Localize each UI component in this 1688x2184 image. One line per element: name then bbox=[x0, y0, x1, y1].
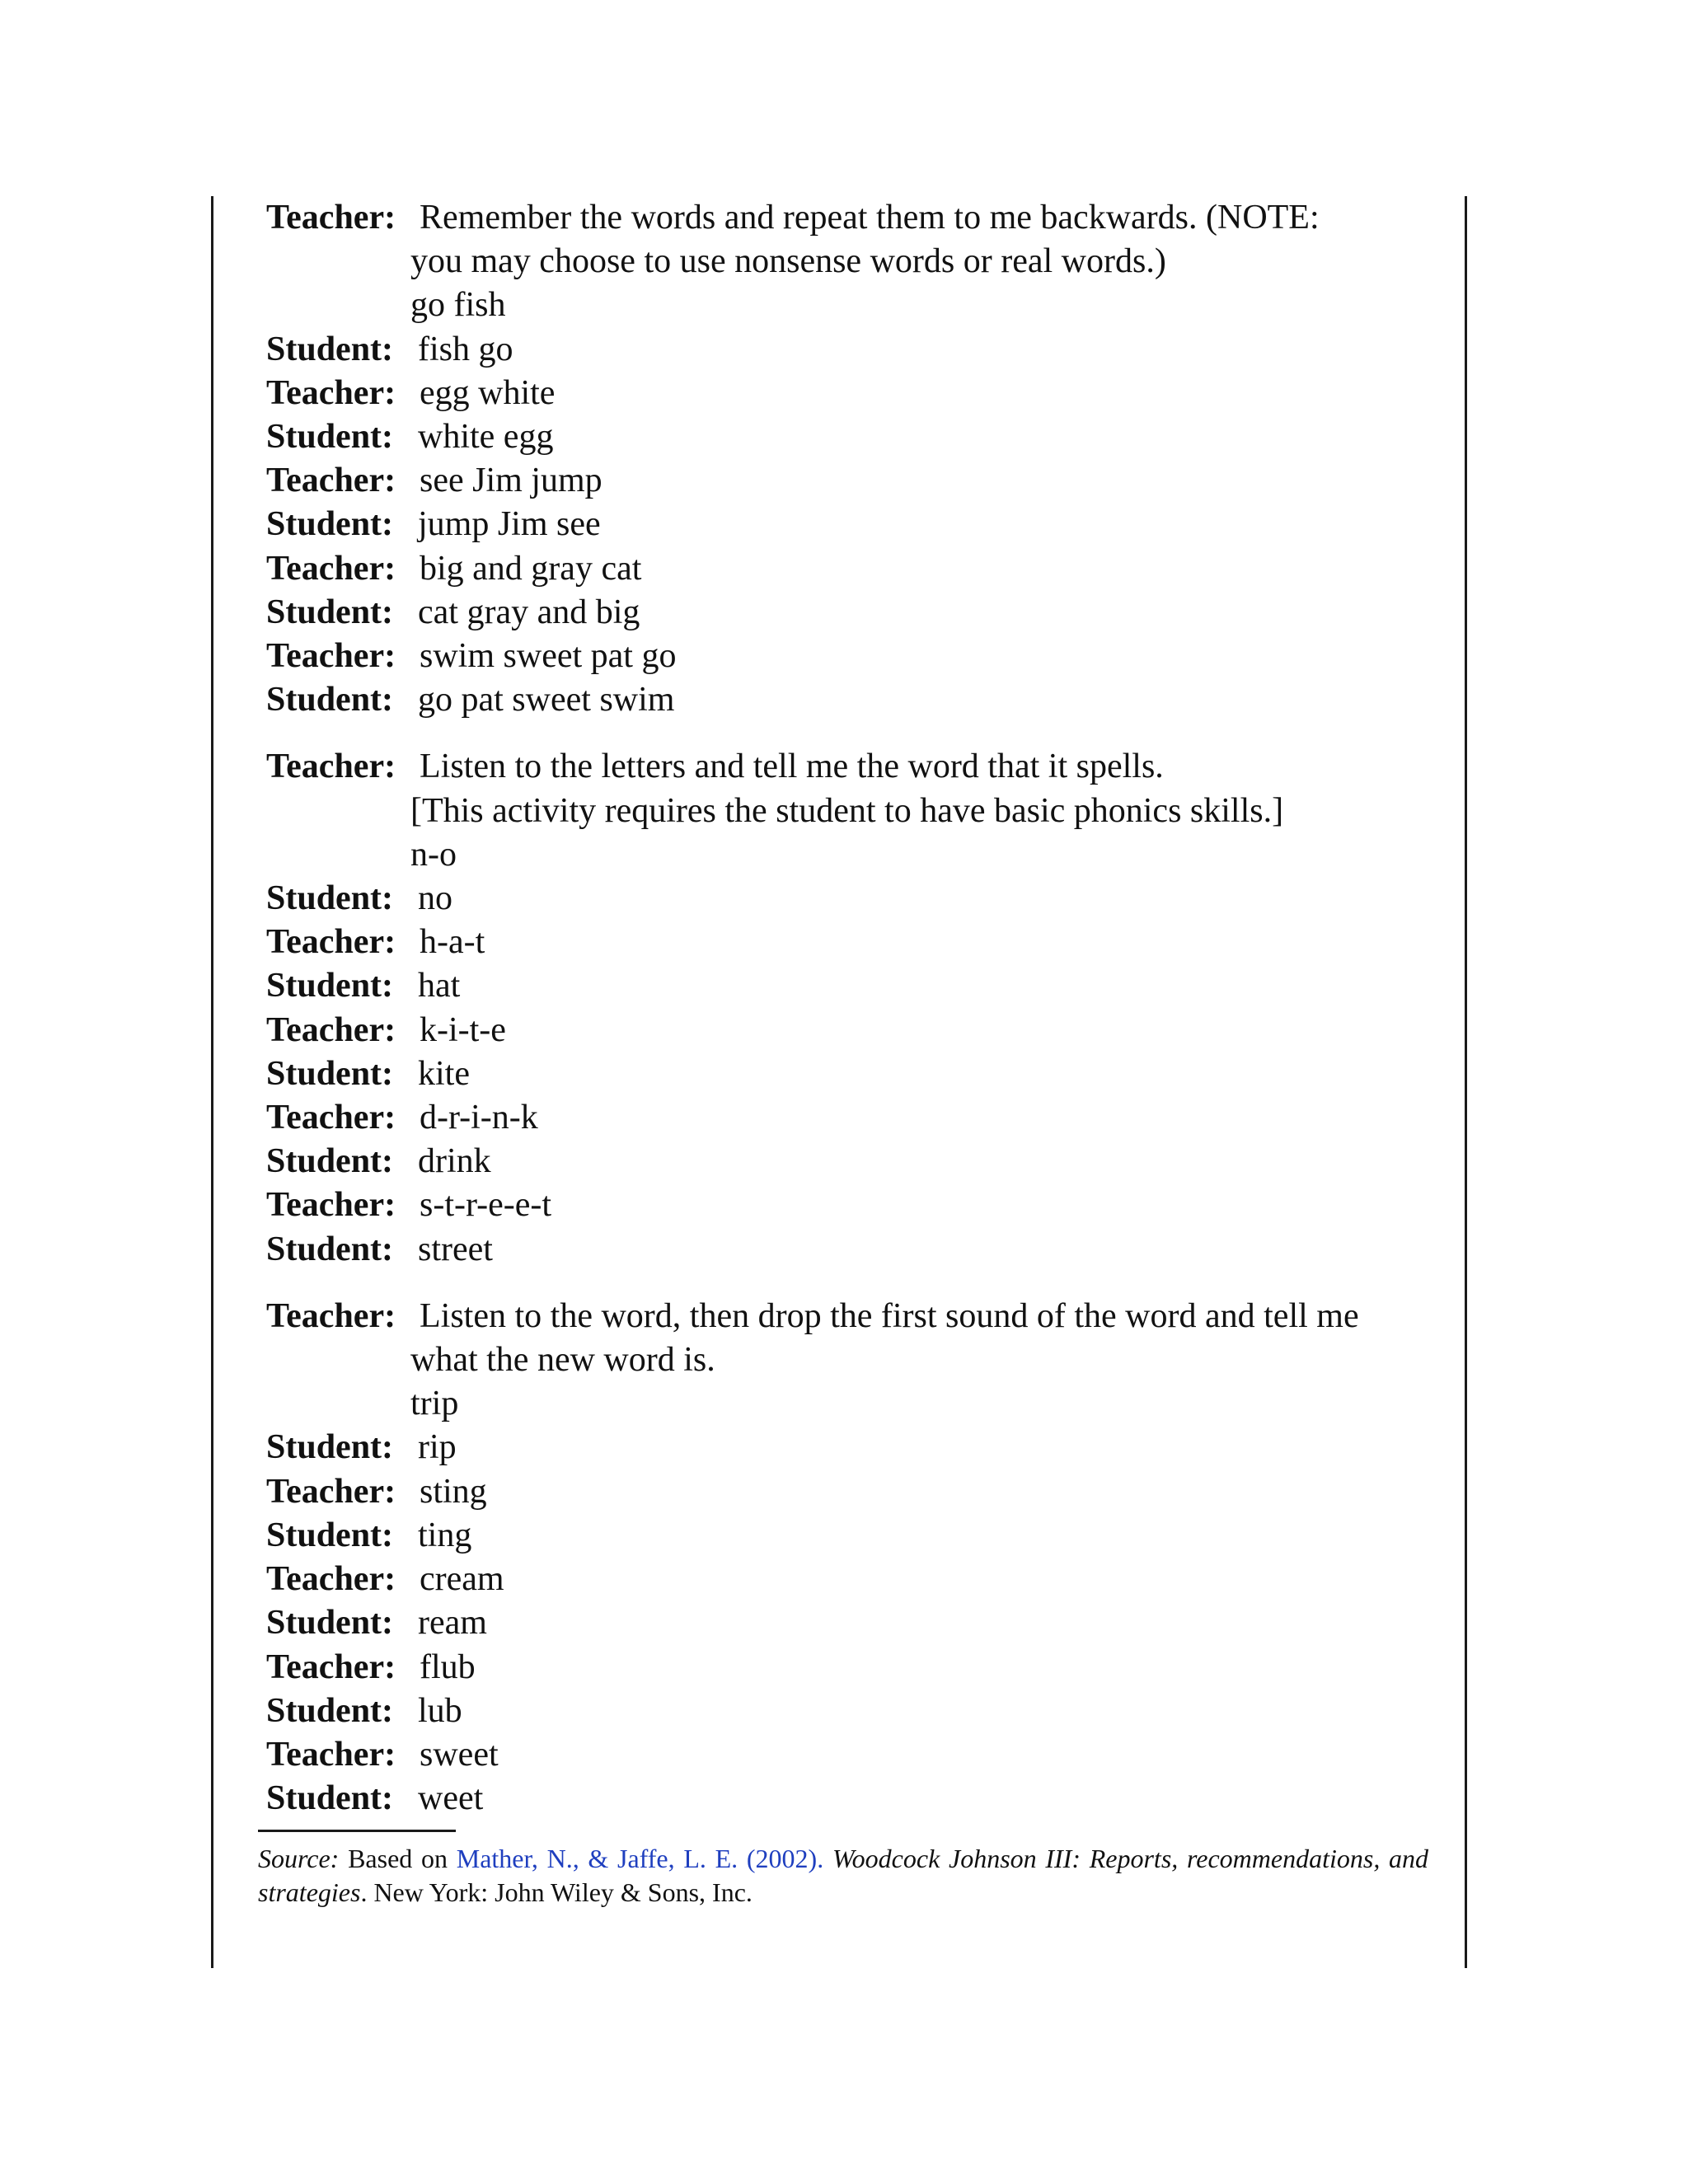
speaker-label: Teacher: bbox=[266, 923, 396, 962]
dialogue-line bbox=[266, 328, 1437, 372]
source-label: Source: bbox=[258, 1844, 340, 1873]
speaker-label: Student: bbox=[266, 1428, 394, 1467]
dialogue-line bbox=[266, 591, 1437, 635]
dialogue-line bbox=[266, 547, 1437, 591]
speaker-label: Teacher: bbox=[266, 1099, 396, 1137]
speaker-label: Student: bbox=[266, 1779, 394, 1818]
speaker-label: Student: bbox=[266, 1054, 394, 1093]
dialogue-line bbox=[266, 635, 1437, 678]
speaker-label: Teacher: bbox=[266, 199, 396, 237]
dialogue-line bbox=[266, 877, 1437, 921]
dialogue-transcript bbox=[266, 196, 1437, 1844]
utterance-text: Listen to the letters and tell me the word that it spells. bbox=[420, 748, 1164, 786]
left-margin-rule bbox=[211, 196, 213, 1968]
dialogue-line bbox=[266, 1096, 1437, 1140]
citation-link[interactable]: Mather, N., & Jaffe, L. E. (2002). bbox=[456, 1844, 824, 1873]
utterance-text: d-r-i-n-k bbox=[420, 1099, 538, 1137]
teacher-instruction-line bbox=[266, 745, 1437, 789]
source-citation bbox=[258, 1830, 1428, 1910]
speaker-label: Student: bbox=[266, 330, 394, 368]
dialogue-line bbox=[266, 372, 1437, 415]
utterance-text: weet bbox=[418, 1779, 484, 1818]
speaker-label: Teacher: bbox=[266, 549, 396, 588]
speaker-label: Teacher: bbox=[266, 1296, 396, 1335]
teacher-instruction-line bbox=[266, 196, 1437, 240]
dialogue-line bbox=[266, 1733, 1437, 1777]
dialogue-line bbox=[266, 1514, 1437, 1558]
utterance-text: lub bbox=[418, 1691, 462, 1730]
speaker-label: Teacher: bbox=[266, 373, 396, 412]
speaker-label: Teacher: bbox=[266, 1560, 396, 1599]
utterance-text: hat bbox=[418, 967, 461, 1005]
speaker-label: Student: bbox=[266, 593, 394, 631]
dialogue-line bbox=[266, 1646, 1437, 1690]
dialogue-section bbox=[266, 1295, 1437, 1821]
speaker-label: Student: bbox=[266, 1604, 394, 1643]
speaker-label: Student: bbox=[266, 1516, 394, 1554]
publisher-info: . New York: John Wiley & Sons, Inc. bbox=[360, 1877, 753, 1907]
instruction-continuation-line: trip bbox=[410, 1385, 459, 1423]
utterance-text: see Jim jump bbox=[420, 462, 603, 500]
speaker-label: Student: bbox=[266, 505, 394, 544]
dialogue-line bbox=[266, 1228, 1437, 1272]
utterance-text: cream bbox=[420, 1560, 504, 1599]
dialogue-line bbox=[266, 503, 1437, 546]
teacher-instruction-line bbox=[266, 1295, 1437, 1338]
utterance-text: white egg bbox=[418, 418, 554, 457]
dialogue-line bbox=[266, 921, 1437, 964]
utterance-text: h-a-t bbox=[420, 923, 485, 962]
dialogue-line bbox=[266, 1777, 1437, 1821]
speaker-label: Teacher: bbox=[266, 1186, 396, 1225]
utterance-text: Remember the words and repeat them to me backwards. (NOTE: bbox=[420, 199, 1320, 237]
utterance-text: ting bbox=[418, 1516, 472, 1554]
dialogue-line bbox=[266, 1470, 1437, 1514]
dialogue-line bbox=[266, 459, 1437, 503]
speaker-label: Teacher: bbox=[266, 748, 396, 786]
utterance-text: kite bbox=[418, 1054, 470, 1093]
utterance-text: swim sweet pat go bbox=[420, 637, 677, 676]
dialogue-line bbox=[266, 1140, 1437, 1183]
dialogue-section bbox=[266, 745, 1437, 1271]
speaker-label: Student: bbox=[266, 681, 394, 719]
utterance-text: egg white bbox=[420, 373, 556, 412]
right-margin-rule bbox=[1465, 196, 1467, 1968]
dialogue-line bbox=[266, 415, 1437, 459]
source-based-on: Based on bbox=[348, 1844, 448, 1873]
dialogue-line bbox=[266, 1052, 1437, 1096]
utterance-text: street bbox=[418, 1230, 493, 1268]
footnote-rule bbox=[258, 1830, 456, 1832]
speaker-label: Teacher: bbox=[266, 1010, 396, 1049]
utterance-text: jump Jim see bbox=[418, 505, 601, 544]
utterance-text: rip bbox=[418, 1428, 457, 1467]
instruction-continuation-line: [This activity requires the student to have basic phonics skills.] bbox=[410, 791, 1284, 830]
utterance-text: Listen to the word, then drop the first sound of the word and tell me bbox=[420, 1296, 1359, 1335]
speaker-label: Student: bbox=[266, 418, 394, 457]
utterance-text: cat gray and big bbox=[418, 593, 640, 631]
dialogue-line bbox=[266, 1601, 1437, 1645]
book-title: Woodcock Johnson III: Reports, recommendations, and strategies bbox=[258, 1844, 1429, 1907]
utterance-text: big and gray cat bbox=[420, 549, 642, 588]
utterance-text: sweet bbox=[420, 1735, 499, 1774]
speaker-label: Teacher: bbox=[266, 1735, 396, 1774]
speaker-label: Student: bbox=[266, 967, 394, 1005]
speaker-label: Teacher: bbox=[266, 1647, 396, 1686]
utterance-text: go pat sweet swim bbox=[418, 681, 675, 719]
dialogue-line bbox=[266, 1183, 1437, 1227]
speaker-label: Teacher: bbox=[266, 462, 396, 500]
utterance-text: k-i-t-e bbox=[420, 1010, 506, 1049]
dialogue-line bbox=[266, 1558, 1437, 1601]
dialogue-section bbox=[266, 196, 1437, 722]
utterance-text: no bbox=[418, 879, 452, 918]
utterance-text: sting bbox=[420, 1472, 487, 1511]
speaker-label: Student: bbox=[266, 1142, 394, 1181]
speaker-label: Student: bbox=[266, 879, 394, 918]
dialogue-line bbox=[266, 1426, 1437, 1469]
instruction-continuation-line: you may choose to use nonsense words or real words.) bbox=[410, 242, 1166, 281]
dialogue-line bbox=[266, 964, 1437, 1008]
speaker-label: Teacher: bbox=[266, 1472, 396, 1511]
utterance-text: s-t-r-e-e-t bbox=[420, 1186, 552, 1225]
instruction-continuation-line: what the new word is. bbox=[410, 1341, 715, 1380]
instruction-continuation-line: n-o bbox=[410, 835, 457, 874]
dialogue-line bbox=[266, 1690, 1437, 1733]
utterance-text: flub bbox=[420, 1647, 476, 1686]
utterance-text: drink bbox=[418, 1142, 491, 1181]
instruction-continuation-line: go fish bbox=[410, 286, 506, 325]
source-text bbox=[258, 1842, 1428, 1910]
dialogue-line bbox=[266, 678, 1437, 722]
utterance-text: fish go bbox=[418, 330, 513, 368]
speaker-label: Student: bbox=[266, 1230, 394, 1268]
utterance-text: ream bbox=[418, 1604, 487, 1643]
speaker-label: Student: bbox=[266, 1691, 394, 1730]
speaker-label: Teacher: bbox=[266, 637, 396, 676]
dialogue-line bbox=[266, 1009, 1437, 1052]
